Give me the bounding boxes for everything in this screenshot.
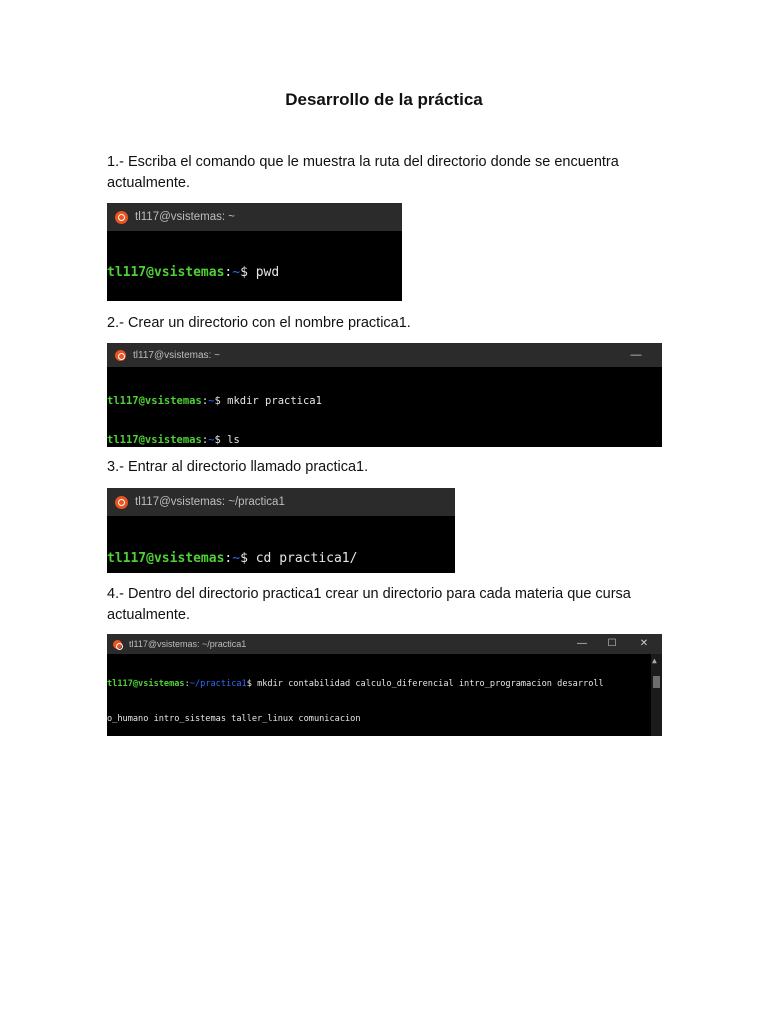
prompt-path: ~/practica1 xyxy=(189,679,247,690)
prompt-path: ~ xyxy=(232,265,241,280)
question-3: 3.- Entrar al directorio llamado practica1. xyxy=(107,459,369,475)
terminal-output[interactable] xyxy=(107,516,455,573)
prompt-colon: : xyxy=(224,265,233,280)
command-text: $ pwd xyxy=(240,265,280,280)
prompt-host: tl117@vsistemas xyxy=(107,679,185,690)
terminal-window-3[interactable] xyxy=(107,488,455,573)
close-button[interactable]: ✕ xyxy=(639,638,649,649)
command-text: $ cd practica1/ xyxy=(240,551,358,566)
page-title: Desarrollo de la práctica xyxy=(285,90,483,109)
ubuntu-logo-icon xyxy=(113,640,122,649)
terminal-output[interactable] xyxy=(107,367,662,447)
terminal-titlebar[interactable] xyxy=(107,203,402,231)
prompt-colon: : xyxy=(201,395,209,407)
command-text: $ ls xyxy=(214,434,240,446)
terminal-window-2[interactable] xyxy=(107,343,662,447)
ubuntu-logo-icon xyxy=(115,350,126,361)
maximize-button[interactable]: ☐ xyxy=(607,638,617,649)
scrollbar-thumb[interactable] xyxy=(653,676,660,688)
terminal-output[interactable] xyxy=(107,231,402,301)
question-2: 2.- Crear un directorio con el nombre practica1. xyxy=(107,315,411,331)
prompt-host: tl117@vsistemas xyxy=(107,395,202,407)
terminal-title: tl117@vsistemas: ~ xyxy=(135,211,235,223)
terminal-titlebar[interactable] xyxy=(107,343,662,367)
prompt-path: ~ xyxy=(232,551,241,566)
prompt-colon: : xyxy=(224,551,233,566)
prompt-path: ~ xyxy=(208,434,215,446)
command-text: $ mkdir practica1 xyxy=(214,395,322,407)
question-1: 1.- Escriba el comando que le muestra la ruta del directorio donde se encuentra actualmente. xyxy=(107,154,619,191)
command-text: $ mkdir contabilidad calculo_diferencial intro_programacion desarroll xyxy=(246,679,604,690)
terminal-titlebar[interactable] xyxy=(107,634,662,654)
prompt-host: tl117@vsistemas xyxy=(107,551,225,566)
question-4: 4.- Dentro del directorio practica1 crear un directorio para cada materia que cursa actualmente. xyxy=(107,586,631,623)
output-line: o_humano intro_sistemas taller_linux comunicacion xyxy=(107,713,361,724)
terminal-window-1[interactable] xyxy=(107,203,402,301)
terminal-title: tl117@vsistemas: ~/practica1 xyxy=(135,496,285,508)
terminal-titlebar[interactable] xyxy=(107,488,455,516)
prompt-path: ~ xyxy=(208,395,215,407)
scrollbar[interactable] xyxy=(651,654,662,736)
ubuntu-logo-icon xyxy=(115,211,128,224)
ubuntu-logo-icon xyxy=(115,496,128,509)
minimize-button[interactable]: — xyxy=(630,349,642,361)
terminal-title: tl117@vsistemas: ~/practica1 xyxy=(129,639,247,649)
terminal-output[interactable] xyxy=(107,654,662,736)
prompt-host: tl117@vsistemas xyxy=(107,265,225,280)
terminal-window-4[interactable] xyxy=(107,634,662,736)
scroll-up-icon[interactable]: ▲ xyxy=(652,656,657,665)
prompt-colon: : xyxy=(201,434,209,446)
prompt-colon: : xyxy=(184,679,190,690)
prompt-host: tl117@vsistemas xyxy=(107,434,202,446)
minimize-button[interactable]: — xyxy=(577,638,587,649)
terminal-title: tl117@vsistemas: ~ xyxy=(133,349,220,361)
